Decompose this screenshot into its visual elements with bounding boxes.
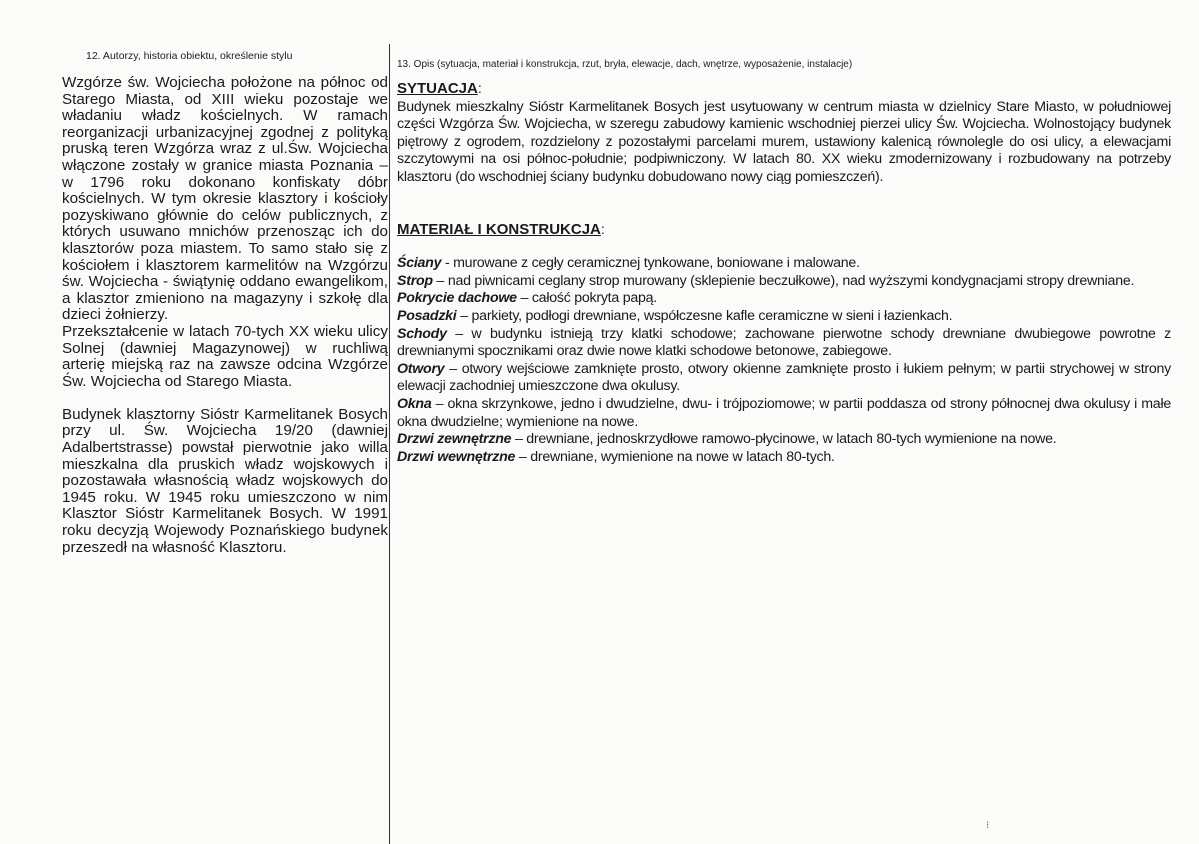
column-divider — [389, 44, 390, 844]
material-item-text: – w budynku istnieją trzy klatki schodowe; zachowane pierwotne schody drewniane dwubiegowe powrotne z drewnianymi spocznikami oraz dwie nowe klatki schodowe betonowe, zabiegowe. — [397, 325, 1171, 360]
material-item-term: Drzwi wewnętrzne — [397, 448, 516, 465]
material-item — [397, 326, 1171, 361]
material-item-text: – nad piwnicami ceglany strop murowany (sklepienie beczułkowe), nad wyższymi kondygnacjami stropy drewniane. — [432, 272, 1135, 289]
colon: : — [477, 81, 482, 97]
material-item — [397, 449, 1171, 467]
history-paragraph: Przekształcenie w latach 70-tych XX wieku ulicy Solnej (dawniej Magazynowej) w ruchliwą arterię miejską raz na zawsze odcina Wzgórze Św. Wojciecha od Starego Miasta. — [62, 322, 388, 390]
material-item — [397, 431, 1171, 449]
material-item-text: – drewniane, jednoskrzydłowe ramowo-płycinowe, w latach 80-tych wymienione na nowe. — [511, 431, 1057, 448]
material-item — [397, 290, 1171, 308]
material-item-text: – otwory wejściowe zamknięte prosto, otwory okienne zamknięte prosto i łukiem pełnym; w partii strychowej w strony elewacji zachodniej umieszczone dwa okulusy. — [397, 360, 1171, 395]
left-column-header: 12. Autorzy, historia obiektu, określenie stylu — [86, 50, 293, 62]
material-heading-line — [397, 221, 1171, 240]
description-text — [397, 80, 1171, 466]
material-item-text: – drewniane, wymienione na nowe w latach 80-tych. — [515, 448, 835, 465]
material-item — [397, 361, 1171, 396]
material-item — [397, 396, 1171, 431]
material-item-term: Okna — [397, 395, 432, 412]
material-item-term: Otwory — [397, 360, 445, 377]
material-heading: MATERIAŁ I KONSTRUKCJA — [397, 220, 601, 238]
material-item-term: Posadzki — [397, 307, 457, 324]
material-item-term: Strop — [397, 272, 433, 289]
material-list — [397, 255, 1171, 466]
history-paragraph: Wzgórze św. Wojciecha położone na północ od Starego Miasta, od XIII wieku pozostaje we władaniu władz kościelnych. W ramach reorganizacji urbanizacyjnej zgodnej z polityką pruską teren Wzgórza wraz z ul.Św. Wojciecha włączone zostały w granice miasta Poznania – w 1796 roku dokonano konfiskaty dóbr kościelnych. W tym okresie klasztory i kościoły pozyskiwano głównie do celów publicznych, z których usuwano mnichów przenosząc ich do klasztorów poza miastem. To samo stało się z kościołem i klasztorem karmelitów na Wzgórzu św. Wojciecha - świątynię oddano ewangelikom, a klasztor zmieniono na magazyny i szkołę dla dzieci żołnierzy. — [62, 74, 388, 324]
material-item-term: Ściany — [397, 255, 442, 272]
material-item-term: Drzwi zewnętrzne — [397, 431, 512, 448]
history-text — [62, 75, 388, 556]
material-item — [397, 308, 1171, 326]
situation-heading-line — [397, 80, 1171, 99]
material-item — [397, 273, 1171, 291]
material-item-text: – okna skrzynkowe, jedno i dwudzielne, dwu- i trójpoziomowe; w partii poddasza od strony północnej dwa okulusy i małe okna dwudzielne; wymienione na nowe. — [397, 395, 1171, 430]
material-item-text: – parkiety, podłogi drewniane, współczesne kafle ceramiczne w sieni i łazienkach. — [456, 307, 953, 324]
situation-text: Budynek mieszkalny Sióstr Karmelitanek Bosych jest usytuowany w centrum miasta w dzielnicy Stare Miasto, w południowej części Wzgórza Św. Wojciecha, w szeregu zabudowy kamienic wschodniej pierzei ulicy Św. Wojciecha. Wolnostojący budynek piętrowy z ogrodem, rozdzielony z pozostałymi parcelami murem, ustawiony kalenicą równolegle do osi ulicy, a elewacjami szczytowymi na osi północ-południe; podpiwniczony. W latach 80. XX wieku zmodernizowany i rozbudowany na potrzeby klasztoru (do wschodniej ściany budynku dobudowano nowy ciąg pomieszczeń). — [397, 98, 1171, 185]
material-item-text: – całość pokryta papą. — [516, 290, 657, 307]
material-item — [397, 255, 1171, 273]
history-paragraph: Budynek klasztorny Sióstr Karmelitanek Bosych przy ul. Św. Wojciecha 19/20 (dawniej Adalbertstrasse) powstał pierwotnie jako willa mieszkalna dla pruskich władz wojskowych i pozostawała własnością władz wojskowych do 1945 roku. W 1945 roku umieszczono w nim Klasztor Sióstr Karmelitanek Bosych. W 1991 roku decyzją Wojewody Poznańskiego budynek przeszedł na własność Klasztoru. — [62, 405, 388, 556]
scan-mark: ⁝ — [986, 820, 990, 831]
material-item-term: Schody — [397, 325, 447, 342]
right-column-header: 13. Opis (sytuacja, materiał i konstrukcja, rzut, bryła, elewacje, dach, wnętrze, wyposażenie, instalacje) — [397, 59, 853, 70]
situation-heading: SYTUACJA — [397, 80, 478, 97]
material-item-text: - murowane z cegły ceramicznej tynkowane, boniowane i malowane. — [441, 255, 860, 272]
colon: : — [600, 221, 605, 238]
material-item-term: Pokrycie dachowe — [397, 290, 517, 307]
